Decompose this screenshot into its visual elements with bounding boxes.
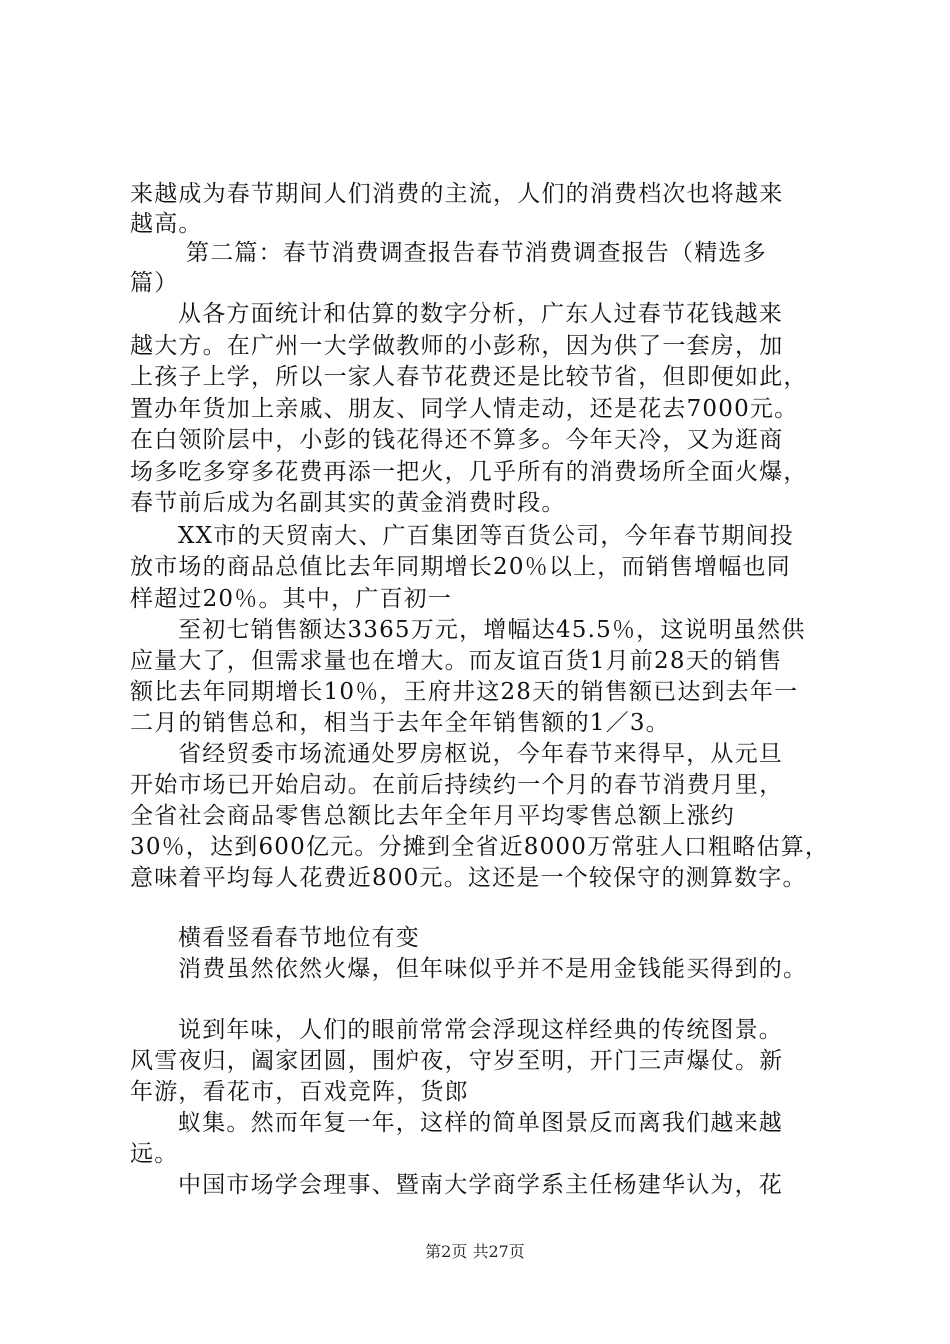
section-heading: 第二篇：春节消费调查报告春节消费调查报告（精选多 xyxy=(186,240,767,266)
text-line: 置办年货加上亲戚、朋友、同学人情走动，还是花去7000元。 xyxy=(130,396,799,422)
text-line: 应量大了，但需求量也在增大。而友谊百货1月前28天的销售 xyxy=(130,648,783,674)
text-line: 开始市场已开始启动。在前后持续约一个月的春节消费月里， xyxy=(130,772,784,798)
section-heading-continuation: 篇） xyxy=(130,270,179,296)
text-line: 省经贸委市场流通处罗房枢说，今年春节来得早，从元旦 xyxy=(178,741,783,767)
text-line: 说到年味，人们的眼前常常会浮现这样经典的传统图景。 xyxy=(178,1017,783,1043)
page-number-footer: 第2页 共27页 xyxy=(425,1242,525,1261)
text-line: 蚁集。然而年复一年，这样的简单图景反而离我们越来越 xyxy=(178,1110,783,1136)
text-line: 越大方。在广州一大学做教师的小彭称，因为供了一套房，加 xyxy=(130,333,784,359)
text-line: 越高。 xyxy=(130,211,203,237)
text-line: 30％，达到600亿元。分摊到全省近8000万常驻人口粗略估算， xyxy=(130,834,830,860)
text-line: 来越成为春节期间人们消费的主流，人们的消费档次也将越来 xyxy=(130,181,784,207)
text-line: 春节前后成为名副其实的黄金消费时段。 xyxy=(130,490,566,516)
subheading: 横看竖看春节地位有变 xyxy=(178,925,420,951)
text-line: 意味着平均每人花费近800元。这还是一个较保守的测算数字。 xyxy=(130,865,807,891)
text-line: 上孩子上学，所以一家人春节花费还是比较节省，但即便如此， xyxy=(130,364,808,390)
text-line: XX市的天贸南大、广百集团等百货公司，今年春节期间投 xyxy=(178,523,794,549)
text-line: 额比去年同期增长10％，王府井这28天的销售额已达到去年一 xyxy=(130,679,799,705)
text-line: 全省社会商品零售总额比去年全年月平均零售总额上涨约 xyxy=(130,803,735,829)
text-line: 风雪夜归，阖家团圆，围炉夜，守岁至明，开门三声爆仗。新 xyxy=(130,1048,784,1074)
text-line: 消费虽然依然火爆，但年味似乎并不是用金钱能买得到的。 xyxy=(178,956,808,982)
text-line: 在白领阶层中，小彭的钱花得还不算多。今年天冷，又为逛商 xyxy=(130,427,784,453)
text-line: 放市场的商品总值比去年同期增长20％以上，而销售增幅也同 xyxy=(130,554,791,580)
text-line: 远。 xyxy=(130,1141,179,1167)
text-line: 二月的销售总和，相当于去年全年销售额的1／3。 xyxy=(130,710,670,736)
text-line: 从各方面统计和估算的数字分析，广东人过春节花钱越来 xyxy=(178,301,783,327)
text-line: 中国市场学会理事、暨南大学商学系主任杨建华认为，花 xyxy=(178,1172,783,1198)
text-line: 年游，看花市，百戏竞阵，货郎 xyxy=(130,1079,469,1105)
text-line: 样超过20％。其中，广百初一 xyxy=(130,586,453,612)
text-line: 至初七销售额达3365万元，增幅达45.5％，这说明虽然供 xyxy=(178,617,806,643)
text-line: 场多吃多穿多花费再添一把火，几乎所有的消费场所全面火爆， xyxy=(130,459,808,485)
